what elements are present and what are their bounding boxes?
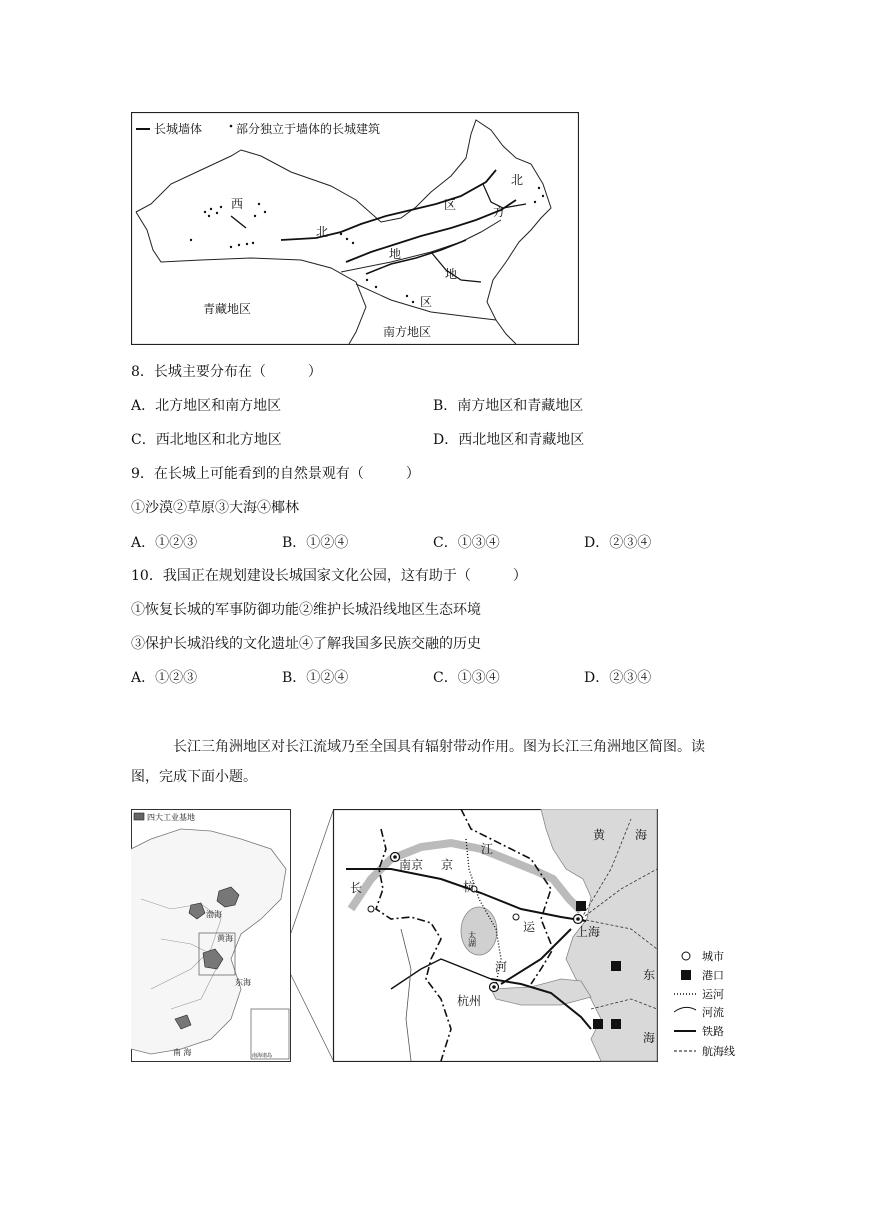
label-hang: 杭 [463,880,476,894]
inset-label-islands: 南海诸岛 [252,1053,273,1059]
q9-stem: 9．在长城上可能看到的自然景观有（ ） [131,466,420,482]
q10-option-a[interactable]: A．①②③ [131,670,198,686]
label-huang: 黄 [593,828,606,842]
intro-paragraph [131,732,741,792]
legend-svg [670,946,760,1064]
q8-option-b[interactable]: B．南方地区和青藏地区 [433,398,584,414]
label-shanghai: 上海 [576,925,601,939]
label-chang: 长 [350,881,363,895]
legend-railway: 铁路 [702,1025,724,1038]
q10-option-d[interactable]: D．②③④ [584,670,652,686]
south-china-sea-islands-box [251,1009,289,1059]
yangtze-delta-svg [291,809,658,1062]
label-nanjing: 南京 [399,858,424,872]
label-di-north: 地 [445,267,458,281]
port-icon[interactable] [576,901,586,911]
label-hai-east: 海 [643,1031,656,1045]
intro-line-2: 图，完成下面小题。 [131,769,257,785]
label-nanfang: 南方地区 [383,325,432,339]
inset-label-bohai: 渤海 [206,910,222,919]
label-qu-north-2: 区 [420,295,433,309]
q9-items: ①沙漠②草原③大海④椰林 [131,500,299,516]
label-jiang: 江 [481,842,494,856]
port-icon[interactable] [593,1019,603,1029]
q9-option-c[interactable]: C．①③④ [433,535,500,551]
legend-shipping: 航海线 [702,1045,735,1058]
q9-option-d[interactable]: D．②③④ [584,535,652,551]
q9-option-b[interactable]: B．①②④ [282,535,349,551]
label-hangzhou: 杭州 [457,994,482,1008]
inset-label-donghai-2: 海 [243,978,251,987]
yangtze-map-legend [670,946,760,1068]
great-wall-map [131,112,579,345]
label-qu-north: 区 [444,198,457,212]
legend-city: 城市 [702,950,724,963]
connector-top [291,811,333,933]
label-fang: 方 [493,205,506,219]
q8-option-c[interactable]: C．西北地区和北方地区 [131,432,282,448]
city-small-icon[interactable] [368,906,374,912]
label-hai-north: 海 [635,828,648,842]
label-qingzang: 青藏地区 [203,302,252,316]
label-jing: 京 [441,858,454,872]
port-icon[interactable] [611,1019,621,1029]
connector-bottom [291,975,333,1060]
great-wall-map-svg [131,112,579,345]
label-bei-west: 北 [316,225,329,239]
label-taihu: 太湖 [467,931,477,947]
port-legend-icon [681,970,691,980]
inset-label-donghai: 东 [235,978,243,987]
industrial-base-legend-icon [134,813,144,820]
q10-stem: 10．我国正在规划建设长城国家文化公园，这有助于（ ） [131,568,527,584]
inset-legend-label: 四大工业基地 [147,813,195,822]
intro-line-1: 长江三角洲地区对长江流域乃至全国具有辐射带动作用。图为长江三角洲地区简图。读 [173,739,705,755]
legend-port: 港口 [702,969,724,982]
legend-river: 河流 [702,1006,724,1019]
q8-option-d[interactable]: D．西北地区和青藏地区 [433,432,585,448]
dot-legend-icon [230,125,233,128]
label-dong: 东 [643,968,656,982]
china-inset-svg [131,809,291,1062]
legend-canal: 运河 [702,988,724,1001]
q10-items-2: ③保护长城沿线的文化遗址④了解我国多民族交融的历史 [131,636,481,652]
label-yun: 运 [523,920,536,934]
china-inset-map [131,809,291,1062]
label-xi: 西 [231,197,244,211]
q8-option-a[interactable]: A．北方地区和南方地区 [131,398,282,414]
label-bei-north: 北 [511,173,524,187]
q8-stem: 8．长城主要分布在（ ） [131,364,322,380]
yangtze-delta-map [291,809,658,1062]
legend-dots-label: 部分独立于墙体的长城建筑 [236,122,381,136]
legend-wall-label: 长城墙体 [154,122,203,136]
river-legend-icon [674,1007,696,1012]
inset-label-huanghai: 黄海 [217,934,233,943]
city-legend-icon [682,952,690,960]
q10-option-b[interactable]: B．①②④ [282,670,349,686]
q10-items-1: ①恢复长城的军事防御功能②维护长城沿线地区生态环境 [131,602,481,618]
q10-option-c[interactable]: C．①③④ [433,670,500,686]
q9-option-a[interactable]: A．①②③ [131,535,198,551]
label-he: 河 [495,960,508,974]
label-di-west: 地 [389,247,402,261]
inset-label-nanhai: 南 海 [173,1048,192,1057]
taihu-lake [461,907,497,955]
port-icon[interactable] [611,961,621,971]
city-small-icon[interactable] [513,914,519,920]
